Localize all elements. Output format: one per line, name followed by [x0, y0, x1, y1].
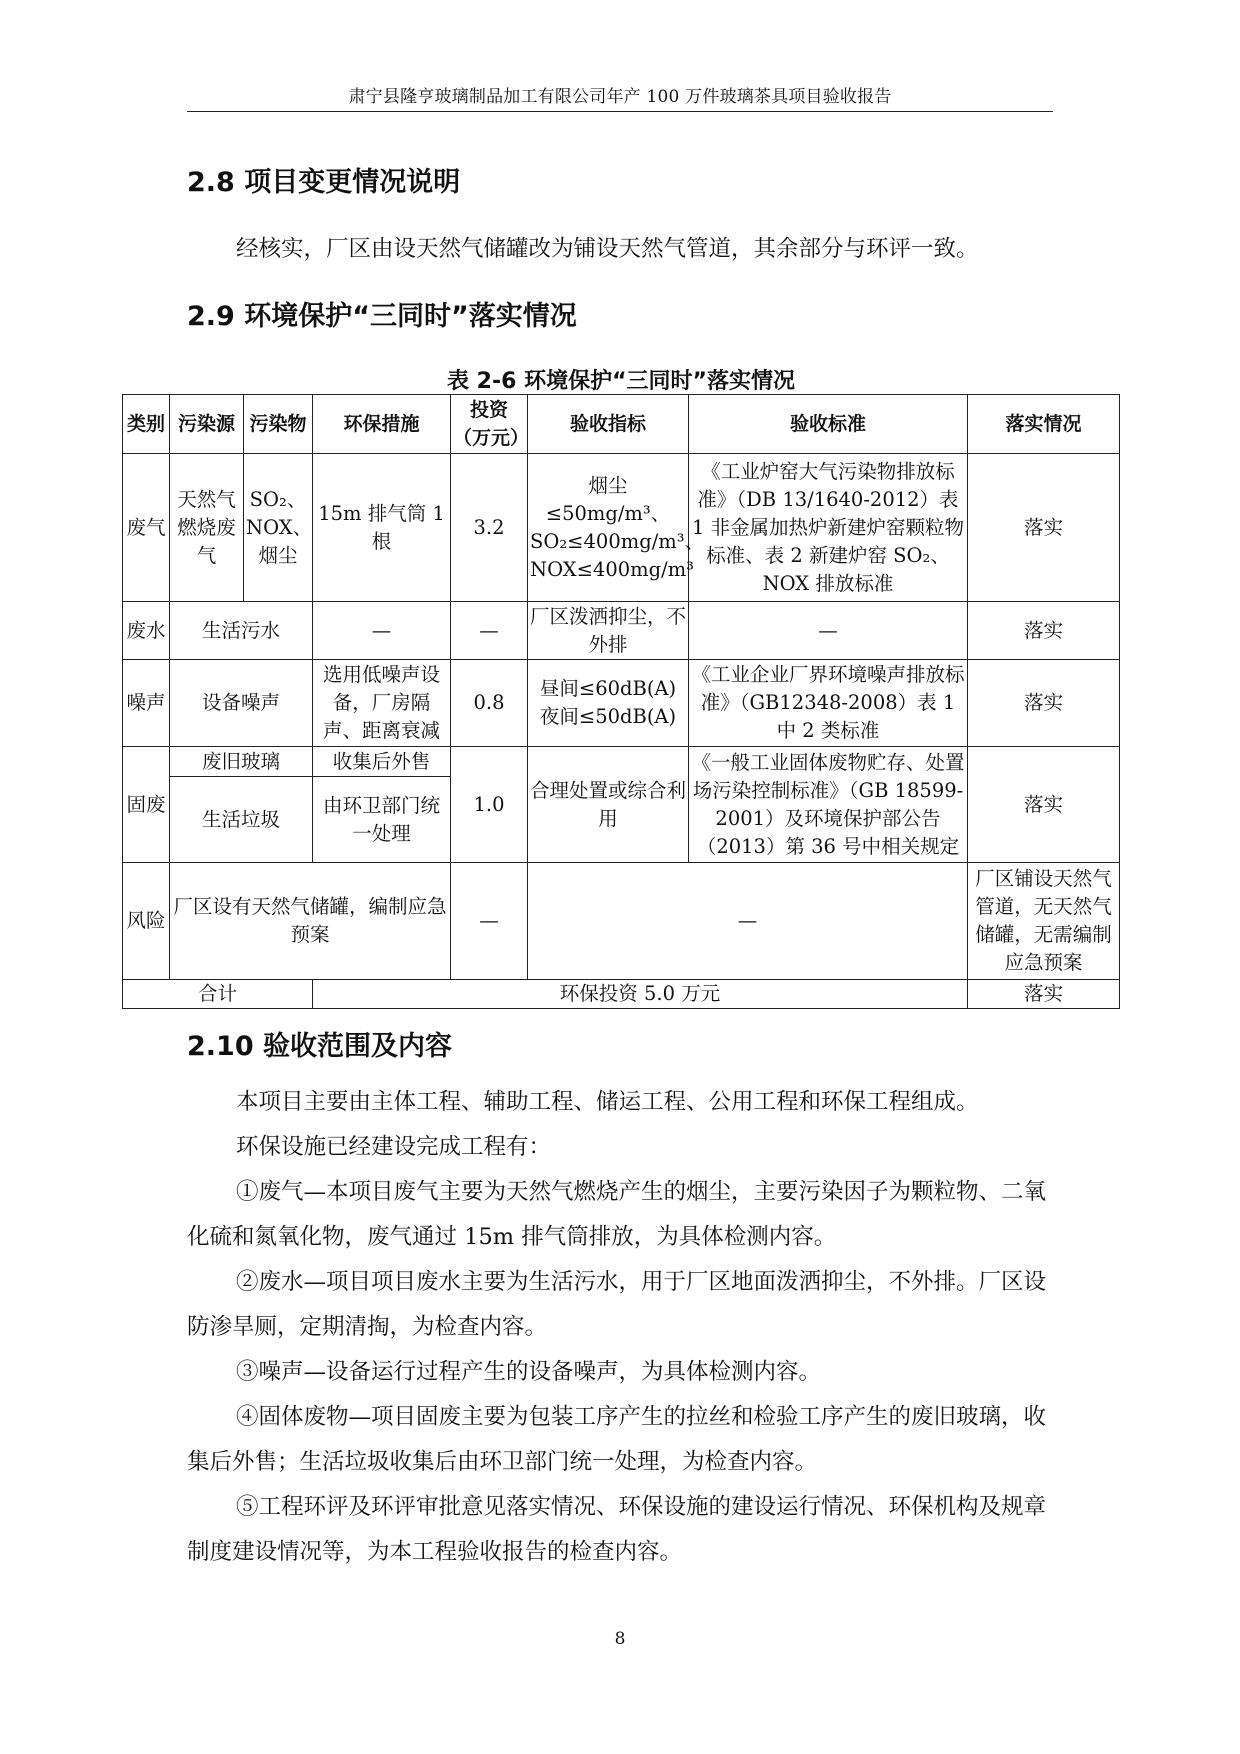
risk-status: 厂区铺设天然气管道，无天然气储罐，无需编制应急预案 — [968, 863, 1120, 980]
header-source: 污染源 — [170, 395, 244, 454]
document-header: 肃宁县隆亨玻璃制品加工有限公司年产 100 万件玻璃茶具项目验收报告 — [348, 87, 892, 107]
table-caption: 表 2-6 环境保护“三同时”落实情况 — [447, 369, 795, 394]
noise-indicator: 昼间≤60dB(A) 夜间≤50dB(A) — [528, 660, 689, 747]
gas-pollutant: SO₂、NOX、烟尘 — [244, 454, 313, 602]
solid-source-garbage: 生活垃圾 — [170, 777, 313, 863]
water-standard: — — [689, 602, 968, 660]
header-measure: 环保措施 — [313, 395, 451, 454]
noise-category: 噪声 — [123, 660, 170, 747]
gas-status: 落实 — [968, 454, 1120, 602]
header-investment: 投资（万元） — [451, 395, 528, 454]
section-2-10-paragraph: ⑤工程环评及环评审批意见落实情况、环保设施的建设运行情况、环保机构及规章制度建设情况等，为本工程验收报告的检查内容。 — [187, 1494, 1047, 1565]
section-2-10-paragraph: 本项目主要由主体工程、辅助工程、储运工程、公用工程和环保工程组成。 — [236, 1089, 979, 1115]
three-simultaneous-table — [122, 394, 1120, 1009]
noise-status: 落实 — [968, 660, 1120, 747]
risk-investment: — — [451, 863, 528, 980]
solid-indicator: 合理处置或综合利用 — [528, 747, 689, 863]
section-2-10-paragraph: ①废气—本项目废气主要为天然气燃烧产生的烟尘，主要污染因子为颗粒物、二氧化硫和氮氧化物，废气通过 15m 排气筒排放，为具体检测内容。 — [187, 1179, 1047, 1250]
solid-measure-garbage: 由环卫部门统一处理 — [313, 777, 451, 863]
gas-indicator: 烟尘≤50mg/m³、SO₂≤400mg/m³、NOX≤400mg/m³ — [528, 454, 689, 602]
header-standard: 验收标准 — [689, 395, 968, 454]
solid-category: 固废 — [123, 747, 170, 863]
section-2-8-heading: 2.8 项目变更情况说明 — [187, 167, 461, 198]
solid-status: 落实 — [968, 747, 1120, 863]
noise-standard: 《工业企业厂界环境噪声排放标准》（GB12348-2008）表 1 中 2 类标准 — [689, 660, 968, 747]
water-measure: — — [313, 602, 451, 660]
gas-measure: 15m 排气筒 1 根 — [313, 454, 451, 602]
risk-category: 风险 — [123, 863, 170, 980]
risk-indicator: — — [528, 863, 968, 980]
table-row-total — [123, 980, 1120, 1009]
header-category: 类别 — [123, 395, 170, 454]
section-2-10-paragraph: 环保设施已经建设完成工程有： — [236, 1134, 552, 1160]
header-status: 落实情况 — [968, 395, 1120, 454]
section-2-8-text: 经核实，厂区由设天然气储罐改为铺设天然气管道，其余部分与环评一致。 — [236, 236, 979, 262]
water-source: 生活污水 — [170, 602, 313, 660]
water-status: 落实 — [968, 602, 1120, 660]
risk-measure: 厂区设有天然气储罐，编制应急预案 — [170, 863, 451, 980]
header-pollutant: 污染物 — [244, 395, 313, 454]
solid-measure-glass: 收集后外售 — [313, 747, 451, 777]
total-label: 合计 — [123, 980, 313, 1009]
section-2-9-heading: 2.9 环境保护“三同时”落实情况 — [187, 301, 577, 332]
noise-measure: 选用低噪声设备，厂房隔声、距离衰减 — [313, 660, 451, 747]
water-indicator: 厂区泼洒抑尘，不外排 — [528, 602, 689, 660]
table-row-gas — [123, 454, 1120, 602]
gas-investment: 3.2 — [451, 454, 528, 602]
total-value: 环保投资 5.0 万元 — [313, 980, 968, 1009]
table-header-row — [123, 395, 1120, 454]
table-row-risk — [123, 863, 1120, 980]
header-indicator: 验收指标 — [528, 395, 689, 454]
solid-standard: 《一般工业固体废物贮存、处置场污染控制标准》（GB 18599-2001）及环境保护部公告（2013）第 36 号中相关规定 — [689, 747, 968, 863]
page-number: 8 — [614, 1629, 626, 1649]
solid-investment: 1.0 — [451, 747, 528, 863]
solid-source-glass: 废旧玻璃 — [170, 747, 313, 777]
gas-source: 天然气燃烧废气 — [170, 454, 244, 602]
section-2-10-heading: 2.10 验收范围及内容 — [187, 1031, 453, 1062]
section-2-10-paragraph: ④固体废物—项目固废主要为包装工序产生的拉丝和检验工序产生的废旧玻璃，收集后外售；生活垃圾收集后由环卫部门统一处理，为检查内容。 — [187, 1404, 1047, 1475]
noise-investment: 0.8 — [451, 660, 528, 747]
gas-standard: 《工业炉窑大气污染物排放标准》（DB 13/1640-2012）表 1 非金属加热炉新建炉窑颗粒物标准、表 2 新建炉窑 SO₂、NOX 排放标准 — [689, 454, 968, 602]
gas-category: 废气 — [123, 454, 170, 602]
water-investment: — — [451, 602, 528, 660]
table-row-solid-1 — [123, 747, 1120, 777]
section-2-10-paragraph: ②废水—项目项目废水主要为生活污水，用于厂区地面泼洒抑尘，不外排。厂区设防渗旱厕，定期清掏，为检查内容。 — [187, 1269, 1047, 1340]
section-2-10-paragraph: ③噪声—设备运行过程产生的设备噪声，为具体检测内容。 — [236, 1359, 822, 1385]
water-category: 废水 — [123, 602, 170, 660]
header-divider — [187, 111, 1053, 112]
table-row-water — [123, 602, 1120, 660]
table-row-noise — [123, 660, 1120, 747]
noise-source: 设备噪声 — [170, 660, 313, 747]
total-status: 落实 — [968, 980, 1120, 1009]
